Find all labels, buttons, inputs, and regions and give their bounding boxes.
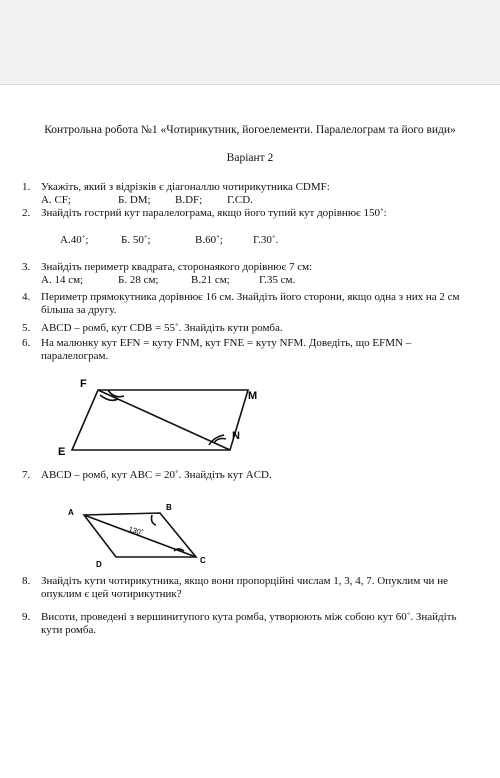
option-c: В.21 см; <box>191 274 230 286</box>
question-text: Висоти, проведені з вершинитупого кута ромба, утворюють між собою кут 60˚. Знайдіть кути ромба. <box>41 611 457 636</box>
angle-label-130: 130˚ <box>127 524 145 538</box>
question-3 <box>22 261 472 274</box>
angle-arc-n-1 <box>214 439 226 444</box>
label-m: M <box>248 390 258 402</box>
question-number: 5. <box>22 322 31 334</box>
question-4 <box>22 291 472 317</box>
question-text: ABCD – ромб, кут ABC = 20˚. Знайдіть кут ACD. <box>41 469 272 481</box>
question-1 <box>22 181 472 194</box>
option-d: Г.30˚. <box>253 234 279 246</box>
diagonal-fn <box>98 390 230 450</box>
question-number: 8. <box>22 575 31 587</box>
question-5 <box>22 322 472 335</box>
question-number: 4. <box>22 291 31 303</box>
label-b: B <box>166 503 172 512</box>
diagonal-ac <box>84 515 196 557</box>
question-number: 2. <box>22 207 31 219</box>
question-text: На малюнку кут EFN = куту FNM, кут FNE = куту NFM. Доведіть, що EFMN – паралелограм. <box>41 337 412 362</box>
option-b: Б. DM; <box>118 194 151 206</box>
question-6 <box>22 337 472 363</box>
page-title: Контрольна робота №1 «Чотирикутник, йогоелементи. Паралелограм та його види» <box>44 124 456 136</box>
option-a: A. CF; <box>41 194 71 206</box>
label-e: E <box>58 446 66 458</box>
question-number: 7. <box>22 469 31 481</box>
option-b: Б. 28 см; <box>118 274 159 286</box>
rhombus-outline <box>84 513 196 557</box>
label-a: A <box>68 508 74 517</box>
question-number: 6. <box>22 337 31 349</box>
parallelogram-outline <box>72 390 248 450</box>
label-n: N <box>232 430 240 442</box>
option-b: Б. 50˚; <box>121 234 151 246</box>
question-text: Периметр прямокутника дорівнює 16 см. Знайдіть його сторони, якщо одна з них на 2 см більша за другу. <box>41 291 460 316</box>
question-number: 9. <box>22 611 31 623</box>
angle-arc-f-1 <box>100 395 118 400</box>
option-a: А. 14 см; <box>41 274 84 286</box>
question-8 <box>22 575 472 601</box>
option-d: Г.35 см. <box>259 274 296 286</box>
question-number: 3. <box>22 261 31 273</box>
question-9 <box>22 611 472 637</box>
angle-arc-f-2 <box>108 390 124 397</box>
question-text: Знайдіть периметр квадрата, сторонаякого дорівнює 7 см: <box>41 261 313 273</box>
question-2 <box>22 207 472 220</box>
option-c: В.60˚; <box>195 234 223 246</box>
label-c: C <box>200 556 206 565</box>
option-c: В.DF; <box>175 194 203 206</box>
question-7 <box>22 469 472 482</box>
angle-arc-n-2 <box>209 435 224 445</box>
option-d: Г.CD. <box>227 194 253 206</box>
question-text: Укажіть, який з відрізків є діагоналлю чотирикутника CDMF: <box>41 181 330 193</box>
angle-arc-c <box>174 549 184 551</box>
variant-label: Варіант 2 <box>226 152 274 164</box>
option-a: A.40˚; <box>60 234 89 246</box>
question-text: ABCD – ромб, кут CDB = 55˚. Знайдіть кути ромба. <box>41 322 283 334</box>
label-d: D <box>96 560 102 569</box>
angle-arc-b <box>152 515 157 525</box>
top-bar <box>0 0 500 85</box>
question-text: Знайдіть гострий кут паралелограма, якщо його тупий кут дорівнює 150˚: <box>41 207 387 219</box>
question-number: 1. <box>22 181 31 193</box>
document-page <box>0 85 500 778</box>
label-f: F <box>80 378 87 390</box>
question-text: Знайдіть кути чотирикутника, якщо вони пропорційні числам 1, 3, 4, 7. Опуклим чи не опуклим є цей чотирикутник? <box>41 575 448 600</box>
